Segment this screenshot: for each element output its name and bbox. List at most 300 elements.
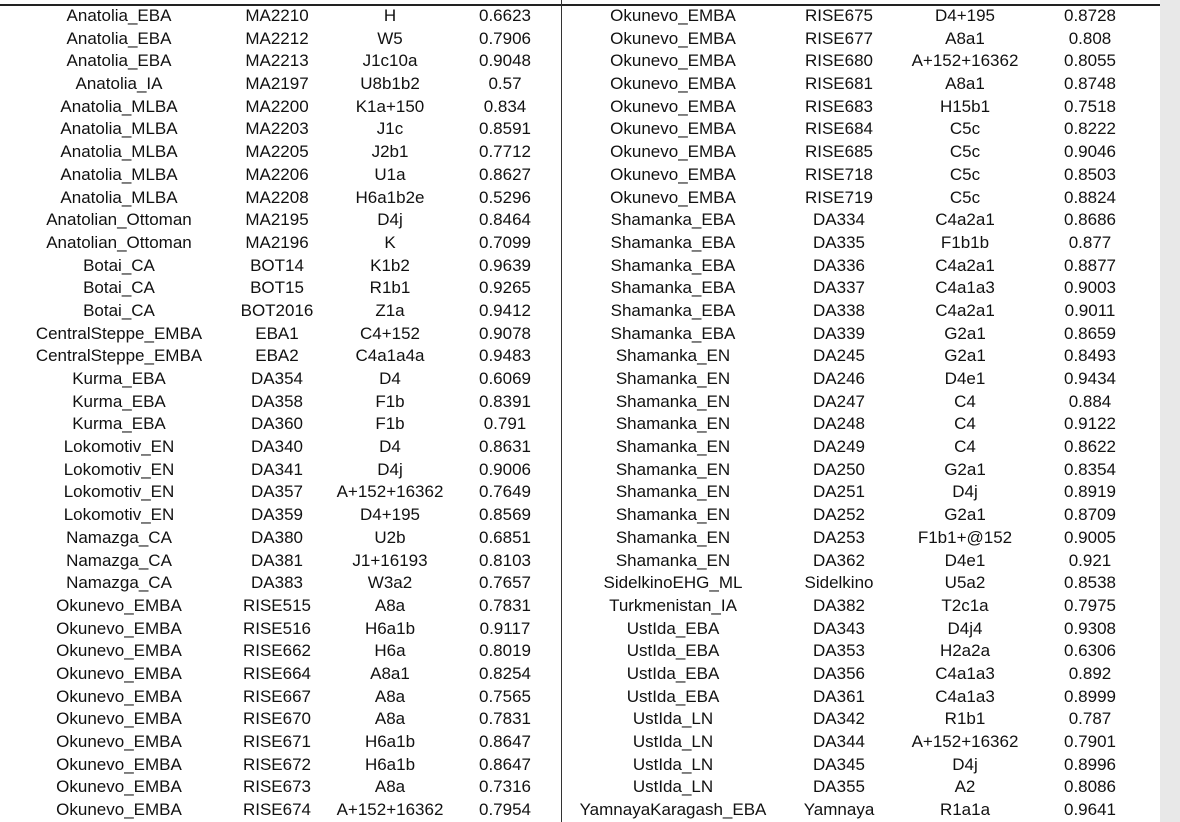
sample-id-cell: RISE672: [242, 754, 312, 774]
haplogroup-cell: J1+16193: [352, 550, 428, 570]
sample-id-cell: DA249: [813, 437, 865, 457]
value-cell: 0.7975: [1064, 595, 1116, 615]
haplogroup-cell: A+152+16362: [336, 482, 444, 502]
sample-id-cell: RISE673: [242, 777, 312, 797]
haplogroup-cell: U1a: [374, 164, 406, 184]
value-cell: 0.808: [1068, 28, 1112, 48]
value-cell: 0.7954: [479, 800, 531, 820]
value-cell: 0.8996: [1064, 754, 1116, 774]
haplogroup-cell: J1c: [376, 119, 404, 139]
sample-id-cell: RISE516: [242, 618, 312, 638]
haplogroup-cell: A8a1: [370, 663, 410, 683]
table-row: [0, 118, 560, 141]
population-cell: Okunevo_EMBA: [610, 187, 736, 207]
table-row: [0, 799, 560, 822]
population-cell: Shamanka_EBA: [610, 300, 736, 320]
haplogroup-cell: C4a1a3: [935, 663, 995, 683]
value-cell: 0.8222: [1064, 119, 1116, 139]
haplogroup-cell: C4: [954, 437, 976, 457]
table-row: [562, 527, 1122, 550]
population-cell: Okunevo_EMBA: [610, 142, 736, 162]
haplogroup-cell: K1a+150: [355, 96, 425, 116]
table-row: [562, 232, 1122, 255]
value-cell: 0.9641: [1064, 800, 1116, 820]
population-cell: Okunevo_EMBA: [56, 777, 182, 797]
haplogroup-cell: W3a2: [367, 573, 413, 593]
population-cell: Anatolia_MLBA: [60, 187, 178, 207]
table-row: [0, 300, 560, 323]
population-cell: Okunevo_EMBA: [610, 28, 736, 48]
sample-id-cell: BOT14: [250, 255, 304, 275]
table-row: [562, 799, 1122, 822]
table-row: [562, 345, 1122, 368]
table-row: [562, 572, 1122, 595]
population-cell: Kurma_EBA: [72, 391, 166, 411]
value-cell: 0.9434: [1064, 369, 1116, 388]
table-row: [562, 595, 1122, 618]
population-cell: Kurma_EBA: [72, 414, 166, 434]
sample-id-cell: DA357: [251, 482, 303, 502]
sample-id-cell: DA382: [813, 595, 865, 615]
value-cell: 0.9006: [479, 459, 531, 479]
population-cell: Okunevo_EMBA: [56, 732, 182, 751]
value-cell: 0.6306: [1064, 641, 1116, 661]
haplogroup-cell: C5c: [949, 164, 981, 184]
population-cell: UstIda_LN: [632, 777, 714, 797]
haplogroup-cell: C4a2a1: [935, 255, 995, 275]
sample-id-cell: MA2195: [245, 210, 309, 230]
table-row: [562, 776, 1122, 799]
sample-id-cell: DA354: [251, 369, 303, 388]
table-row: [562, 209, 1122, 232]
table-row: [562, 300, 1122, 323]
value-cell: 0.9048: [479, 51, 531, 71]
value-cell: 0.8622: [1064, 437, 1116, 457]
haplogroup-cell: C4a2a1: [935, 210, 995, 230]
haplogroup-cell: F1b1b: [940, 232, 990, 252]
population-cell: Shamanka_EBA: [610, 278, 736, 298]
sample-id-cell: DA380: [251, 527, 303, 547]
sample-id-cell: RISE719: [804, 187, 874, 207]
haplogroup-cell: F1b1+@152: [917, 527, 1013, 547]
sample-id-cell: RISE667: [242, 686, 312, 706]
haplogroup-cell: H2a2a: [939, 641, 991, 661]
population-cell: Shamanka_EN: [615, 369, 731, 388]
sample-id-cell: DA248: [813, 414, 865, 434]
value-cell: 0.6851: [479, 527, 531, 547]
population-cell: UstIda_EBA: [626, 663, 720, 683]
population-cell: UstIda_LN: [632, 732, 714, 751]
value-cell: 0.8728: [1064, 6, 1116, 25]
population-cell: Okunevo_EMBA: [610, 6, 736, 25]
value-cell: 0.8709: [1064, 505, 1116, 525]
haplogroup-cell: D4+195: [359, 505, 421, 525]
value-cell: 0.7712: [479, 142, 531, 162]
population-cell: Okunevo_EMBA: [610, 51, 736, 71]
population-cell: UstIda_EBA: [626, 618, 720, 638]
table-row: [562, 28, 1122, 51]
table-row: [562, 368, 1122, 391]
haplogroup-cell: C5c: [949, 142, 981, 162]
population-cell: UstIda_EBA: [626, 686, 720, 706]
value-cell: 0.7906: [479, 28, 531, 48]
haplogroup-cell: D4: [379, 369, 401, 388]
value-cell: 0.8999: [1064, 686, 1116, 706]
value-cell: 0.8659: [1064, 323, 1116, 343]
population-cell: Shamanka_EN: [615, 505, 731, 525]
value-cell: 0.7518: [1064, 96, 1116, 116]
table-row: [0, 323, 560, 346]
scrollbar-track[interactable]: [1160, 0, 1180, 822]
sample-id-cell: DA343: [813, 618, 865, 638]
table-row: [562, 255, 1122, 278]
sample-id-cell: DA247: [813, 391, 865, 411]
haplogroup-cell: H15b1: [939, 96, 991, 116]
table-row: [0, 595, 560, 618]
population-cell: Namazga_CA: [66, 550, 172, 570]
sample-id-cell: DA358: [251, 391, 303, 411]
table-row: [0, 663, 560, 686]
haplogroup-cell: A8a1: [945, 28, 985, 48]
haplogroup-cell: C4a1a3: [935, 686, 995, 706]
sample-id-cell: DA383: [251, 573, 303, 593]
sample-id-cell: RISE684: [804, 119, 874, 139]
sample-id-cell: DA342: [813, 709, 865, 729]
table-row: [0, 345, 560, 368]
value-cell: 0.8627: [479, 164, 531, 184]
haplogroup-cell: G2a1: [944, 323, 986, 343]
haplogroup-cell: D4j: [952, 754, 978, 774]
sample-id-cell: DA355: [813, 777, 865, 797]
value-cell: 0.9005: [1064, 527, 1116, 547]
table-row: [562, 5, 1122, 28]
haplogroup-cell: A8a: [374, 595, 406, 615]
sample-id-cell: DA336: [813, 255, 865, 275]
value-cell: 0.7901: [1064, 732, 1116, 751]
population-cell: Okunevo_EMBA: [56, 618, 182, 638]
population-cell: Shamanka_EN: [615, 414, 731, 434]
haplogroup-cell: C4: [954, 391, 976, 411]
value-cell: 0.8493: [1064, 346, 1116, 366]
table-row: [0, 640, 560, 663]
sample-id-cell: MA2203: [245, 119, 309, 139]
table-row: [562, 323, 1122, 346]
value-cell: 0.8647: [479, 754, 531, 774]
population-cell: Okunevo_EMBA: [56, 800, 182, 820]
value-cell: 0.8569: [479, 505, 531, 525]
sample-id-cell: DA251: [813, 482, 865, 502]
population-cell: CentralSteppe_EMBA: [35, 323, 203, 343]
table-row: [0, 436, 560, 459]
haplogroup-cell: D4j4: [947, 618, 983, 638]
sample-id-cell: RISE662: [242, 641, 312, 661]
sample-id-cell: DA339: [813, 323, 865, 343]
value-cell: 0.8086: [1064, 777, 1116, 797]
haplogroup-cell: D4j: [952, 482, 978, 502]
table-row: [0, 504, 560, 527]
value-cell: 0.8919: [1064, 482, 1116, 502]
sample-id-cell: DA356: [813, 663, 865, 683]
haplogroup-cell: U8b1b2: [360, 74, 420, 94]
value-cell: 0.8647: [479, 732, 531, 751]
value-cell: 0.7657: [479, 573, 531, 593]
value-cell: 0.9122: [1064, 414, 1116, 434]
haplogroup-cell: J1c10a: [362, 51, 418, 71]
sample-id-cell: DA337: [813, 278, 865, 298]
population-cell: Shamanka_EN: [615, 391, 731, 411]
population-cell: Shamanka_EN: [615, 437, 731, 457]
table-row: [0, 96, 560, 119]
population-cell: Anatolia_MLBA: [60, 96, 178, 116]
sample-id-cell: DA335: [813, 232, 865, 252]
population-cell: Okunevo_EMBA: [610, 164, 736, 184]
table-row: [562, 481, 1122, 504]
sample-id-cell: Sidelkino: [804, 573, 874, 593]
haplogroup-cell: H6a: [374, 641, 406, 661]
table-row: [562, 459, 1122, 482]
population-cell: Shamanka_EBA: [610, 210, 736, 230]
population-cell: Shamanka_EN: [615, 459, 731, 479]
population-cell: UstIda_LN: [632, 709, 714, 729]
population-cell: Anatolia_MLBA: [60, 164, 178, 184]
value-cell: 0.8354: [1064, 459, 1116, 479]
value-cell: 0.57: [488, 74, 522, 94]
population-cell: Shamanka_EN: [615, 550, 731, 570]
sample-id-cell: DA361: [813, 686, 865, 706]
haplogroup-cell: C4: [954, 414, 976, 434]
value-cell: 0.9011: [1064, 300, 1116, 320]
value-cell: 0.8824: [1064, 187, 1116, 207]
haplogroup-cell: K: [384, 232, 396, 252]
population-cell: Lokomotiv_EN: [63, 437, 175, 457]
table-row: [562, 391, 1122, 414]
table-row: [0, 686, 560, 709]
table-row: [0, 164, 560, 187]
table-row: [0, 73, 560, 96]
value-cell: 0.8877: [1064, 255, 1116, 275]
table-row: [562, 686, 1122, 709]
haplogroup-cell: C5c: [949, 119, 981, 139]
table-row: [0, 232, 560, 255]
table-row: [0, 368, 560, 391]
table-row: [562, 640, 1122, 663]
value-cell: 0.7316: [479, 777, 531, 797]
sample-id-cell: DA362: [813, 550, 865, 570]
population-cell: Okunevo_EMBA: [56, 686, 182, 706]
table-row: [562, 663, 1122, 686]
table-row: [0, 5, 560, 28]
value-cell: 0.9265: [479, 278, 531, 298]
sample-id-cell: DA360: [251, 414, 303, 434]
sample-id-cell: MA2213: [245, 51, 309, 71]
table-row: [0, 141, 560, 164]
table-row: [562, 708, 1122, 731]
table-row: [0, 413, 560, 436]
table-row: [0, 187, 560, 210]
sample-id-cell: RISE515: [242, 595, 312, 615]
sample-id-cell: DA381: [251, 550, 303, 570]
value-cell: 0.6623: [479, 6, 531, 25]
haplogroup-cell: K1b2: [370, 255, 410, 275]
table-row: [0, 255, 560, 278]
haplogroup-cell: F1b: [375, 414, 405, 434]
population-cell: Okunevo_EMBA: [610, 119, 736, 139]
value-cell: 0.8591: [479, 119, 531, 139]
population-cell: Lokomotiv_EN: [63, 459, 175, 479]
table-row: [0, 481, 560, 504]
haplogroup-cell: C4a1a4a: [355, 346, 425, 366]
table-row: [562, 731, 1122, 754]
value-cell: 0.9483: [479, 346, 531, 366]
population-cell: Anatolia_MLBA: [60, 119, 178, 139]
value-cell: 0.7565: [479, 686, 531, 706]
table-row: [0, 618, 560, 641]
sample-id-cell: DA341: [251, 459, 303, 479]
sample-id-cell: RISE677: [804, 28, 874, 48]
sample-id-cell: MA2205: [245, 142, 309, 162]
sample-id-cell: DA345: [813, 754, 865, 774]
population-cell: Botai_CA: [83, 300, 155, 320]
value-cell: 0.787: [1068, 709, 1112, 729]
table-row: [0, 731, 560, 754]
value-cell: 0.8503: [1064, 164, 1116, 184]
population-cell: Anatolia_MLBA: [60, 142, 178, 162]
value-cell: 0.892: [1068, 663, 1112, 683]
sample-id-cell: RISE674: [242, 800, 312, 820]
value-cell: 0.8103: [479, 550, 531, 570]
sample-id-cell: BOT2016: [240, 300, 314, 320]
table-row: [0, 572, 560, 595]
table-row: [0, 527, 560, 550]
sample-id-cell: DA338: [813, 300, 865, 320]
population-cell: Anatolian_Ottoman: [46, 210, 192, 230]
table-row: [0, 708, 560, 731]
value-cell: 0.9046: [1064, 142, 1116, 162]
value-cell: 0.9308: [1064, 618, 1116, 638]
population-cell: Namazga_CA: [66, 527, 172, 547]
sample-id-cell: RISE685: [804, 142, 874, 162]
population-cell: Anatolia_EBA: [66, 28, 172, 48]
sample-id-cell: MA2200: [245, 96, 309, 116]
haplogroup-cell: F1b: [375, 391, 405, 411]
table-row: [562, 504, 1122, 527]
sample-id-cell: MA2197: [245, 74, 309, 94]
haplogroup-cell: G2a1: [944, 346, 986, 366]
sample-id-cell: EBA1: [255, 323, 299, 343]
haplogroup-cell: A+152+16362: [336, 800, 444, 820]
population-cell: Namazga_CA: [66, 573, 172, 593]
table-row: [0, 277, 560, 300]
population-cell: UstIda_EBA: [626, 641, 720, 661]
value-cell: 0.921: [1068, 550, 1112, 570]
sample-id-cell: DA252: [813, 505, 865, 525]
value-cell: 0.834: [483, 96, 527, 116]
table-row: [562, 164, 1122, 187]
haplogroup-cell: A+152+16362: [911, 51, 1019, 71]
sample-id-cell: RISE681: [804, 74, 874, 94]
haplogroup-cell: D4j: [377, 459, 403, 479]
sample-id-cell: MA2208: [245, 187, 309, 207]
sample-id-cell: RISE680: [804, 51, 874, 71]
table-row: [562, 754, 1122, 777]
value-cell: 0.9003: [1064, 278, 1116, 298]
table-row: [0, 209, 560, 232]
population-cell: Kurma_EBA: [72, 369, 166, 388]
haplogroup-cell: H6a1b: [364, 618, 416, 638]
sample-id-cell: MA2212: [245, 28, 309, 48]
haplogroup-cell: A8a: [374, 686, 406, 706]
population-cell: Anatolia_IA: [75, 74, 163, 94]
population-cell: UstIda_LN: [632, 754, 714, 774]
haplogroup-cell: R1b1: [369, 278, 411, 298]
population-cell: Okunevo_EMBA: [56, 641, 182, 661]
value-cell: 0.7831: [479, 709, 531, 729]
sample-id-cell: DA334: [813, 210, 865, 230]
haplogroup-cell: Z1a: [375, 300, 405, 320]
sample-id-cell: RISE664: [242, 663, 312, 683]
haplogroup-cell: H6a1b: [364, 732, 416, 751]
table-row: [562, 618, 1122, 641]
haplogroup-cell: D4e1: [944, 369, 986, 388]
value-cell: 0.7649: [479, 482, 531, 502]
haplogroup-cell: U5a2: [944, 573, 986, 593]
table-row: [0, 754, 560, 777]
population-cell: Botai_CA: [83, 278, 155, 298]
haplogroup-cell: G2a1: [944, 459, 986, 479]
population-cell: Lokomotiv_EN: [63, 482, 175, 502]
value-cell: 0.791: [483, 414, 527, 434]
sample-id-cell: RISE718: [804, 164, 874, 184]
value-cell: 0.8055: [1064, 51, 1116, 71]
population-cell: Anatolian_Ottoman: [46, 232, 192, 252]
population-cell: Okunevo_EMBA: [56, 663, 182, 683]
value-cell: 0.7099: [479, 232, 531, 252]
value-cell: 0.8538: [1064, 573, 1116, 593]
table-row: [562, 413, 1122, 436]
haplogroup-cell: R1b1: [944, 709, 986, 729]
value-cell: 0.9078: [479, 323, 531, 343]
sample-id-cell: MA2196: [245, 232, 309, 252]
population-cell: Okunevo_EMBA: [56, 595, 182, 615]
population-cell: Turkmenistan_IA: [609, 595, 737, 615]
sample-id-cell: DA253: [813, 527, 865, 547]
haplogroup-cell: A8a: [374, 777, 406, 797]
population-cell: Okunevo_EMBA: [610, 74, 736, 94]
haplogroup-cell: C4a2a1: [935, 300, 995, 320]
population-cell: Okunevo_EMBA: [56, 754, 182, 774]
sample-id-cell: EBA2: [255, 346, 299, 366]
sample-id-cell: DA250: [813, 459, 865, 479]
population-cell: YamnayaKaragash_EBA: [579, 800, 767, 820]
haplogroup-cell: T2c1a: [941, 595, 989, 615]
haplogroup-cell: A+152+16362: [911, 732, 1019, 751]
sample-id-cell: DA344: [813, 732, 865, 751]
value-cell: 0.8748: [1064, 74, 1116, 94]
value-cell: 0.7831: [479, 595, 531, 615]
sample-id-cell: BOT15: [250, 278, 304, 298]
value-cell: 0.9412: [479, 300, 531, 320]
population-cell: CentralSteppe_EMBA: [35, 346, 203, 366]
table-row: [562, 187, 1122, 210]
haplogroup-cell: D4j: [377, 210, 403, 230]
value-cell: 0.884: [1068, 391, 1112, 411]
population-cell: Okunevo_EMBA: [56, 709, 182, 729]
haplogroup-cell: J2b1: [371, 142, 409, 162]
value-cell: 0.8391: [479, 391, 531, 411]
sample-id-cell: RISE675: [804, 6, 874, 25]
table-row: [0, 28, 560, 51]
table-row: [562, 277, 1122, 300]
